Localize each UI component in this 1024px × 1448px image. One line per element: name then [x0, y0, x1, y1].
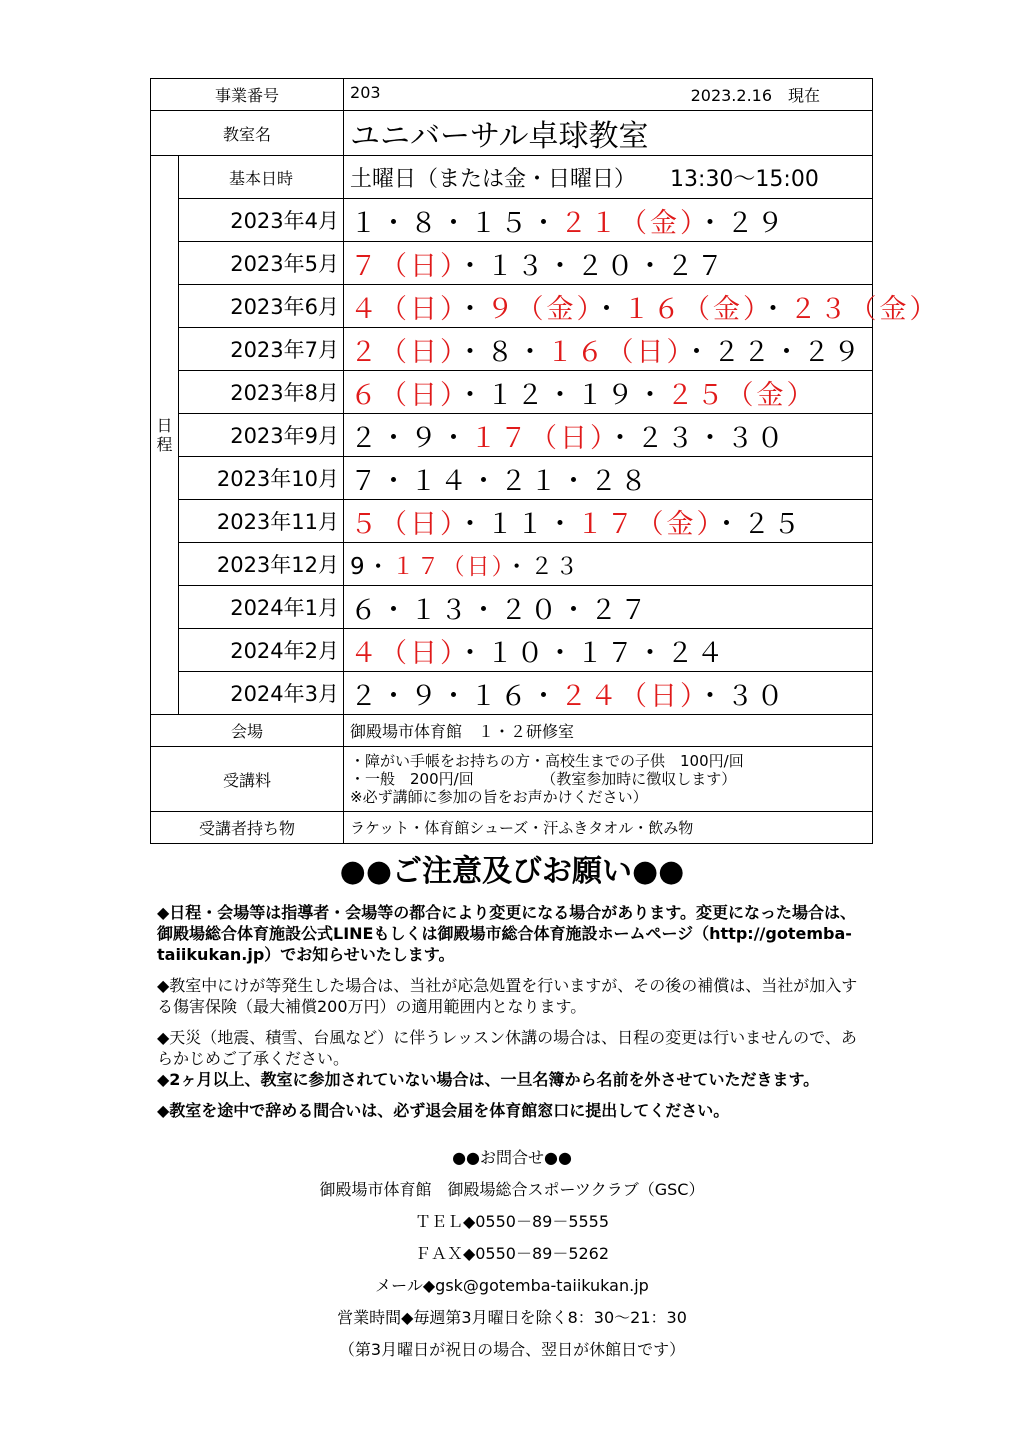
schedule-dates	[344, 285, 940, 328]
schedule-row	[151, 199, 873, 242]
schedule-row	[151, 328, 873, 371]
date-regular: ・	[456, 293, 487, 325]
notice-injury: ◆教室中にけが等発生した場合は、当社が応急処置を行いますが、その後の補償は、当社が加入する傷害保険（最大補償200万円）の適用範囲内となります。	[157, 976, 858, 1016]
date-regular: ７・１４・２１・２８	[350, 465, 651, 497]
jigyo-number-cell	[344, 79, 873, 111]
date-regular: ・１２・１９・	[456, 379, 667, 411]
schedule-row	[151, 543, 873, 586]
contact-hours-note: （第3月曜日が祝日の場合、翌日が休館日です）	[338, 1340, 686, 1359]
fee-line-2: ・一般 200円/回 （教室参加時に徴収します）	[350, 770, 737, 788]
date-special: ２（日）	[350, 336, 457, 368]
schedule-dates	[344, 629, 873, 672]
date-special: １６（日）	[546, 336, 684, 368]
class-info-table	[150, 78, 940, 844]
notice-withdrawal: ◆教室を途中で辞める間合いは、必ず退会届を体育館窓口に提出してください。	[157, 1101, 730, 1120]
schedule-month: 2023年4月	[179, 199, 344, 242]
basic-datetime-value	[344, 156, 873, 199]
schedule-row	[151, 242, 873, 285]
date-regular: ・２９	[696, 207, 787, 239]
schedule-row	[151, 414, 873, 457]
date-regular: ・２５	[713, 508, 804, 540]
schedule-dates	[344, 414, 873, 457]
items-value: ラケット・体育館シューズ・汗ふきタオル・飲み物	[344, 812, 873, 844]
schedule-month: 2023年6月	[179, 285, 344, 328]
schedule-month: 2023年10月	[179, 457, 344, 500]
notice-list	[157, 902, 869, 1131]
date-special: ２５（金）	[666, 379, 817, 411]
schedule-month: 2024年2月	[179, 629, 344, 672]
venue-value: 御殿場市体育館 １・２研修室	[344, 715, 873, 747]
date-regular: ・１１・	[456, 508, 577, 540]
schedule-label	[151, 156, 179, 715]
items-label: 受講者持ち物	[151, 812, 344, 844]
contact-org: 御殿場市体育館 御殿場総合スポーツクラブ（GSC）	[319, 1180, 705, 1199]
date-regular: ２・９・	[350, 422, 471, 454]
date-special: １７（日）	[391, 553, 506, 580]
notice-disaster: ◆天災（地震、積雪、台風など）に伴うレッスン休講の場合は、日程の変更は行いませんので、あらかじめご了承ください。	[157, 1028, 857, 1068]
date-regular: ・２３・３０	[606, 422, 787, 454]
date-special: １６（金）	[623, 293, 760, 325]
date-regular: ・	[759, 293, 790, 325]
date-regular: ・１０・１７・２４	[456, 637, 727, 669]
schedule-label-text: 日 程	[156, 416, 173, 454]
schedule-month: 2023年12月	[179, 543, 344, 586]
jigyo-number-label: 事業番号	[151, 79, 344, 111]
schedule-dates	[344, 457, 873, 500]
fee-line-1: ・障がい手帳をお持ちの方・高校生までの子供 100円/回	[350, 752, 744, 770]
fee-label: 受講料	[151, 747, 344, 812]
notice-absence: ◆2ヶ月以上、教室に参加されていない場合は、一旦名簿から名前を外させていただきます。	[157, 1070, 820, 1089]
date-special: ５（日）	[350, 508, 457, 540]
date-special: ６（日）	[350, 379, 457, 411]
schedule-row	[151, 285, 873, 328]
schedule-dates	[344, 328, 873, 371]
schedule-row	[151, 371, 873, 414]
schedule-month: 2023年7月	[179, 328, 344, 371]
schedule-month: 2023年9月	[179, 414, 344, 457]
venue-label: 会場	[151, 715, 344, 747]
fee-value	[344, 747, 873, 812]
jigyo-number-value: 203	[350, 83, 381, 102]
basic-time: 13:30～15:00	[670, 166, 819, 192]
schedule-month: 2024年1月	[179, 586, 344, 629]
date-special: １７（日）	[470, 422, 607, 454]
date-regular: ６・１３・２０・２７	[350, 594, 651, 626]
schedule-month: 2023年8月	[179, 371, 344, 414]
date-special: ２３（金）	[789, 293, 940, 325]
schedule-row	[151, 457, 873, 500]
schedule-row	[151, 586, 873, 629]
schedule-dates	[344, 586, 873, 629]
date-special: ２１（金）	[560, 207, 697, 239]
contact-fax: ＦＡＸ◆0550－89－5262	[414, 1244, 610, 1263]
schedule-dates	[344, 199, 873, 242]
date-regular: ・１３・２０・２７	[456, 250, 727, 282]
date-regular: ・２３	[505, 553, 581, 580]
contact-mail: メール◆gsk@gotemba-taiikukan.jp	[375, 1276, 649, 1295]
schedule-dates	[344, 371, 873, 414]
date-special: ７（日）	[350, 250, 457, 282]
contact-section	[0, 1146, 1024, 1370]
fee-line-3: ※必ず講師に参加の旨をお声かけください）	[350, 788, 648, 806]
date-regular: ・２２・２９	[683, 336, 864, 368]
class-name-label: 教室名	[151, 111, 344, 156]
notice-schedule-change: ◆日程・会場等は指導者・会場等の都合により変更になる場合があります。変更になった場合は、御殿場総合体育施設公式LINEもしくは御殿場市総合体育施設ホームページ（http://gotemba-taiikukan.jp）でお知らせいたします。	[157, 903, 857, 964]
contact-title: ●●お問合せ●●	[452, 1148, 572, 1167]
date-regular: ・３０	[696, 680, 787, 712]
basic-datetime-label: 基本日時	[179, 156, 344, 199]
schedule-dates	[344, 500, 873, 543]
schedule-row	[151, 500, 873, 543]
date-special: ４（日）	[350, 637, 457, 669]
schedule-dates	[344, 242, 873, 285]
date-special: ９（金）	[486, 293, 594, 325]
contact-tel: ＴＥＬ◆0550－89－5555	[414, 1212, 610, 1231]
notice-title: ●●ご注意及びお願い●●	[339, 854, 685, 889]
date-regular: １・８・１５・	[350, 207, 561, 239]
schedule-month: 2023年5月	[179, 242, 344, 285]
date-regular: ・８・	[456, 336, 547, 368]
schedule-dates	[344, 543, 873, 586]
schedule-row	[151, 629, 873, 672]
date-special: ４（日）	[350, 293, 457, 325]
contact-hours: 営業時間◆毎週第3月曜日を除く8：30～21：30	[337, 1308, 687, 1327]
date-regular: 9・	[350, 553, 392, 580]
date-special: ２４（日）	[560, 680, 697, 712]
schedule-month: 2024年3月	[179, 672, 344, 715]
schedule-month: 2023年11月	[179, 500, 344, 543]
date-regular: ２・９・１６・	[350, 680, 561, 712]
as-of-date: 2023.2.16 現在	[690, 86, 821, 105]
schedule-dates	[344, 672, 873, 715]
class-name: ユニバーサル卓球教室	[344, 111, 873, 156]
date-regular: ・	[593, 293, 624, 325]
schedule-row	[151, 672, 873, 715]
basic-days: 土曜日（または金・日曜日）	[350, 166, 637, 192]
date-special: １７（金）	[576, 508, 714, 540]
